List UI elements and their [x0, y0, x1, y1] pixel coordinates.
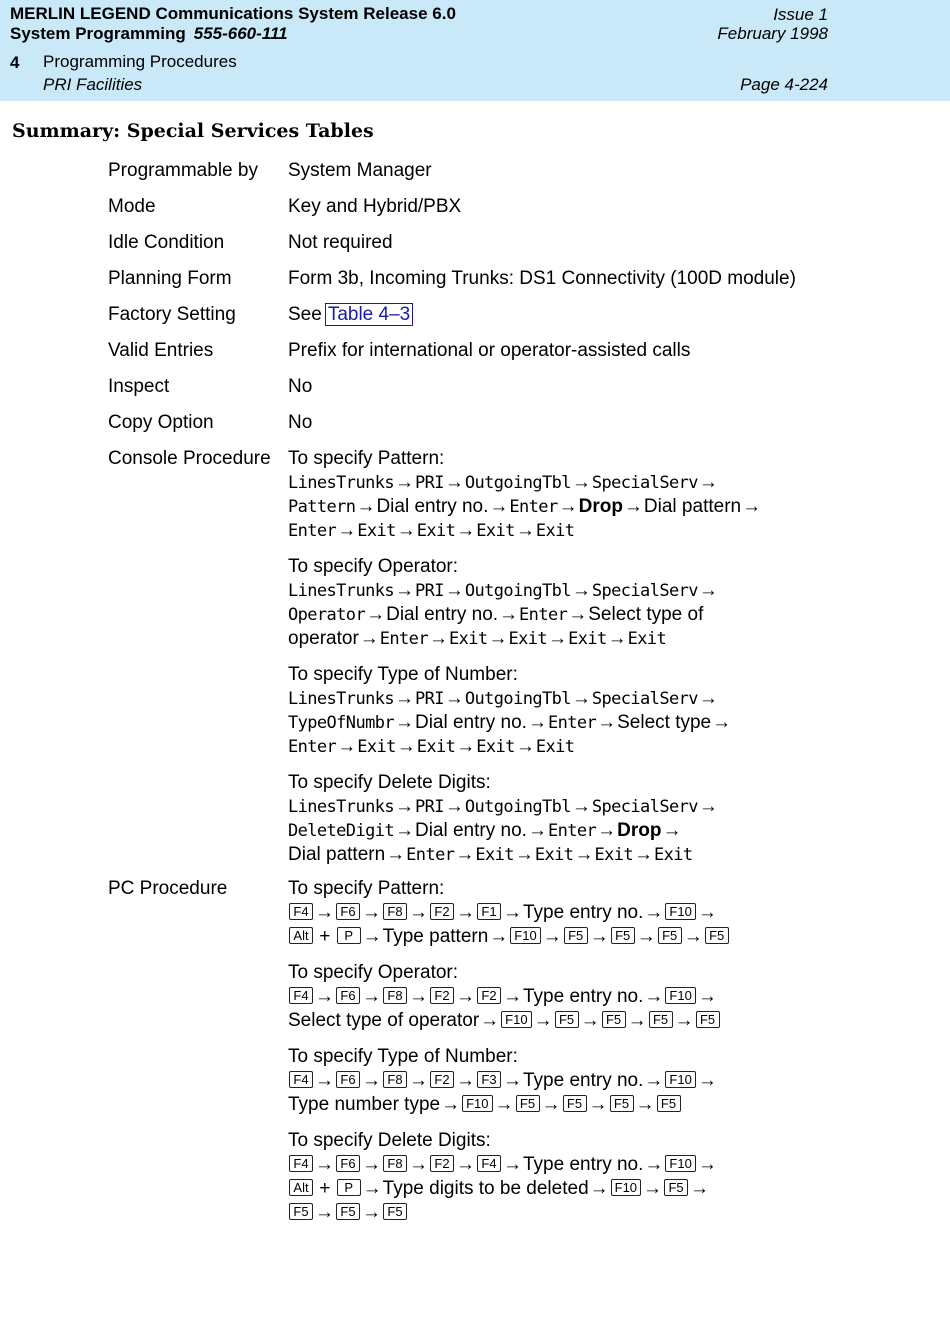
- key-f1: F1: [477, 903, 501, 920]
- arrow-right-icon: →: [394, 472, 414, 493]
- value-idle-condition: Not required: [288, 232, 393, 253]
- pc-delete-digits-block: [288, 1129, 718, 1225]
- arrow-right-icon: →: [455, 844, 475, 865]
- arrow-right-icon: →: [644, 1070, 664, 1091]
- key-f10: F10: [501, 1011, 531, 1028]
- menu-option-pri: PRI: [414, 797, 444, 817]
- console-operator-block: [288, 555, 719, 651]
- arrow-right-icon: →: [644, 1154, 664, 1175]
- procedure-text: Type entry no.: [523, 1070, 644, 1091]
- key-f5: F5: [664, 1179, 688, 1196]
- issue-date: February 1998: [717, 24, 828, 43]
- arrow-right-icon: →: [697, 1070, 717, 1091]
- arrow-right-icon: →: [456, 520, 476, 541]
- arrow-right-icon: →: [456, 1154, 475, 1175]
- book-title: [10, 24, 288, 44]
- menu-option-specialserv: SpecialServ: [591, 473, 698, 493]
- procedure-line: [288, 579, 719, 603]
- menu-option-typeofnumbr: TypeOfNumbr: [288, 713, 394, 733]
- label-valid-entries: Valid Entries: [108, 340, 214, 361]
- arrow-right-icon: →: [362, 926, 382, 947]
- menu-option-exit: Exit: [594, 845, 633, 865]
- menu-option-exit: Exit: [535, 521, 575, 541]
- procedure-text: Dial entry no.: [414, 712, 527, 733]
- menu-option-linestrunks: LinesTrunks: [288, 689, 394, 709]
- procedure-text: Select type of: [588, 604, 704, 625]
- procedure-heading: To specify Type of Number:: [288, 664, 518, 685]
- key-f6: F6: [336, 1071, 360, 1088]
- arrow-right-icon: →: [396, 736, 416, 757]
- arrow-right-icon: →: [541, 1094, 561, 1115]
- value-programmable-by: System Manager: [288, 160, 432, 181]
- menu-option-enter: Enter: [547, 713, 597, 733]
- arrow-right-icon: →: [456, 986, 475, 1007]
- key-f3: F3: [477, 1071, 501, 1088]
- menu-option-linestrunks: LinesTrunks: [288, 473, 394, 493]
- arrow-right-icon: →: [428, 628, 448, 649]
- procedure-heading: To specify Type of Number:: [288, 1046, 518, 1067]
- key-f2: F2: [477, 987, 501, 1004]
- arrow-right-icon: →: [697, 902, 717, 923]
- procedure-line: [288, 795, 719, 819]
- menu-option-drop: Drop: [617, 820, 662, 841]
- procedure-line: [288, 495, 762, 519]
- arrow-right-icon: →: [409, 1070, 428, 1091]
- arrow-right-icon: →: [489, 926, 509, 947]
- factory-setting-prefix: See: [288, 304, 322, 325]
- procedure-text: Type number type: [288, 1094, 441, 1115]
- key-f10: F10: [611, 1179, 641, 1196]
- menu-option-enter: Enter: [379, 629, 428, 649]
- arrow-right-icon: →: [571, 688, 591, 709]
- procedure-heading: To specify Pattern:: [288, 448, 445, 469]
- arrow-right-icon: →: [644, 902, 664, 923]
- menu-option-exit: Exit: [476, 521, 515, 541]
- label-factory-setting: Factory Setting: [108, 304, 236, 325]
- arrow-right-icon: →: [362, 1202, 381, 1223]
- menu-option-outgoingtbl: OutgoingTbl: [464, 581, 571, 601]
- key-f2: F2: [430, 1155, 454, 1172]
- console-type-of-number-block: [288, 663, 732, 759]
- key-f4: F4: [289, 1071, 313, 1088]
- key-f4: F4: [477, 1155, 501, 1172]
- arrow-right-icon: →: [503, 1154, 522, 1175]
- key-f6: F6: [336, 1155, 360, 1172]
- arrow-right-icon: →: [514, 844, 534, 865]
- arrow-right-icon: →: [394, 796, 414, 817]
- menu-option-enter: Enter: [406, 845, 455, 865]
- key-alt: Alt: [289, 1179, 313, 1196]
- procedure-heading: To specify Delete Digits:: [288, 1130, 491, 1151]
- label-inspect: Inspect: [108, 376, 170, 397]
- procedure-line: [288, 1093, 718, 1117]
- key-f5: F5: [336, 1203, 360, 1220]
- value-factory-setting: [288, 303, 413, 327]
- key-f5: F5: [649, 1011, 673, 1028]
- key-f10: F10: [462, 1095, 492, 1112]
- menu-option-linestrunks: LinesTrunks: [288, 797, 394, 817]
- menu-option-exit: Exit: [416, 737, 456, 757]
- arrow-right-icon: →: [634, 844, 653, 865]
- arrow-right-icon: →: [499, 604, 519, 625]
- procedure-line: [288, 627, 719, 651]
- key-f5: F5: [705, 927, 729, 944]
- arrow-right-icon: →: [571, 580, 591, 601]
- key-p: P: [337, 927, 361, 944]
- pc-operator-block: [288, 961, 721, 1033]
- arrow-right-icon: →: [515, 736, 535, 757]
- arrow-right-icon: →: [662, 820, 682, 841]
- menu-option-outgoingtbl: OutgoingTbl: [464, 689, 571, 709]
- menu-option-specialserv: SpecialServ: [591, 689, 698, 709]
- key-f5: F5: [563, 1095, 587, 1112]
- arrow-right-icon: →: [503, 1070, 522, 1091]
- menu-option-enter: Enter: [288, 521, 337, 541]
- arrow-right-icon: →: [533, 1010, 553, 1031]
- arrow-right-icon: →: [503, 986, 522, 1007]
- arrow-right-icon: →: [315, 1202, 334, 1223]
- arrow-right-icon: →: [444, 472, 464, 493]
- arrow-right-icon: →: [362, 902, 381, 923]
- key-f10: F10: [665, 987, 695, 1004]
- chapter-title: Programming Procedures: [43, 52, 237, 71]
- arrow-right-icon: →: [444, 688, 464, 709]
- arrow-right-icon: →: [394, 580, 414, 601]
- procedure-text: Type entry no.: [523, 1154, 644, 1175]
- table-4-3-link[interactable]: Table 4–3: [325, 303, 413, 326]
- procedure-line: [288, 687, 732, 711]
- key-f8: F8: [383, 1155, 407, 1172]
- arrow-right-icon: →: [742, 496, 762, 517]
- key-f10: F10: [665, 1155, 695, 1172]
- arrow-right-icon: →: [362, 1178, 382, 1199]
- arrow-right-icon: →: [409, 1154, 428, 1175]
- arrow-right-icon: →: [488, 628, 508, 649]
- procedure-heading: To specify Delete Digits:: [288, 772, 491, 793]
- arrow-right-icon: →: [636, 926, 656, 947]
- arrow-right-icon: →: [441, 1094, 461, 1115]
- key-f4: F4: [289, 1155, 313, 1172]
- chapter-number: 4: [10, 53, 20, 72]
- procedure-line: [288, 1177, 718, 1201]
- procedure-text: Type digits to be deleted: [382, 1178, 589, 1199]
- key-f4: F4: [289, 903, 313, 920]
- arrow-right-icon: →: [698, 580, 718, 601]
- issue-label: Issue 1: [773, 5, 828, 24]
- arrow-right-icon: →: [444, 796, 464, 817]
- arrow-right-icon: →: [571, 796, 591, 817]
- menu-option-exit: Exit: [568, 629, 607, 649]
- procedure-line: [288, 735, 732, 759]
- key-f2: F2: [430, 903, 454, 920]
- arrow-right-icon: →: [362, 1070, 381, 1091]
- menu-option-pri: PRI: [414, 689, 444, 709]
- pc-pattern-block: [288, 877, 730, 949]
- menu-option-enter: Enter: [509, 497, 558, 517]
- menu-option-specialserv: SpecialServ: [591, 581, 698, 601]
- procedure-text: Select type: [617, 712, 712, 733]
- menu-option-linestrunks: LinesTrunks: [288, 581, 394, 601]
- menu-option-exit: Exit: [534, 845, 574, 865]
- arrow-right-icon: →: [315, 1154, 334, 1175]
- key-f5: F5: [555, 1011, 579, 1028]
- arrow-right-icon: →: [396, 520, 416, 541]
- arrow-right-icon: →: [548, 628, 568, 649]
- arrow-right-icon: →: [386, 844, 406, 865]
- menu-option-exit: Exit: [476, 737, 515, 757]
- key-f5: F5: [696, 1011, 720, 1028]
- menu-option-operator: Operator: [288, 605, 366, 625]
- page-title: Summary: Special Services Tables: [12, 120, 374, 142]
- arrow-right-icon: →: [697, 986, 717, 1007]
- doc-number: 555-660-111: [193, 24, 288, 43]
- key-f6: F6: [336, 903, 360, 920]
- value-copy-option: No: [288, 412, 313, 433]
- key-p: P: [337, 1179, 361, 1196]
- arrow-right-icon: →: [623, 496, 643, 517]
- menu-option-exit: Exit: [535, 737, 575, 757]
- procedure-heading: To specify Pattern:: [288, 878, 445, 899]
- procedure-text: Dial entry no.: [414, 820, 527, 841]
- arrow-right-icon: →: [394, 820, 414, 841]
- key-f5: F5: [602, 1011, 626, 1028]
- arrow-right-icon: →: [690, 1178, 710, 1199]
- menu-option-deletedigit: DeleteDigit: [288, 821, 394, 841]
- arrow-right-icon: →: [580, 1010, 600, 1031]
- key-f10: F10: [665, 903, 695, 920]
- key-f5: F5: [611, 927, 635, 944]
- arrow-right-icon: →: [574, 844, 594, 865]
- menu-option-exit: Exit: [508, 629, 548, 649]
- console-pattern-block: [288, 447, 762, 543]
- menu-option-exit: Exit: [627, 629, 667, 649]
- arrow-right-icon: →: [503, 902, 522, 923]
- arrow-right-icon: →: [515, 520, 535, 541]
- label-idle-condition: Idle Condition: [108, 232, 225, 253]
- arrow-right-icon: →: [674, 1010, 694, 1031]
- arrow-right-icon: →: [362, 1154, 381, 1175]
- menu-option-exit: Exit: [357, 521, 396, 541]
- procedure-text: Type entry no.: [523, 902, 644, 923]
- arrow-right-icon: →: [644, 986, 664, 1007]
- procedure-text: Select type of operator: [288, 1010, 480, 1031]
- arrow-right-icon: →: [589, 926, 609, 947]
- procedure-line: [288, 519, 762, 543]
- arrow-right-icon: →: [597, 820, 617, 841]
- arrow-right-icon: →: [698, 472, 718, 493]
- key-f4: F4: [289, 987, 313, 1004]
- procedure-line: [288, 819, 719, 843]
- procedure-line: [288, 901, 730, 925]
- arrow-right-icon: →: [558, 496, 578, 517]
- procedure-text: Dial pattern: [288, 844, 386, 865]
- arrow-right-icon: →: [444, 580, 464, 601]
- arrow-right-icon: →: [643, 1178, 663, 1199]
- arrow-right-icon: →: [356, 496, 376, 517]
- procedure-line: [288, 985, 721, 1009]
- arrow-right-icon: →: [635, 1094, 655, 1115]
- menu-option-exit: Exit: [357, 737, 396, 757]
- arrow-right-icon: →: [494, 1094, 514, 1115]
- procedure-heading: To specify Operator:: [288, 556, 459, 577]
- menu-option-outgoingtbl: OutgoingTbl: [464, 473, 571, 493]
- procedure-line: [288, 711, 732, 735]
- arrow-right-icon: →: [627, 1010, 647, 1031]
- arrow-right-icon: →: [366, 604, 386, 625]
- key-f5: F5: [516, 1095, 540, 1112]
- arrow-right-icon: →: [489, 496, 509, 517]
- arrow-right-icon: →: [480, 1010, 500, 1031]
- menu-option-pri: PRI: [414, 473, 444, 493]
- label-copy-option: Copy Option: [108, 412, 214, 433]
- arrow-right-icon: →: [698, 688, 718, 709]
- arrow-right-icon: →: [394, 712, 414, 733]
- page-header: [0, 0, 950, 101]
- key-f8: F8: [383, 987, 407, 1004]
- menu-option-specialserv: SpecialServ: [591, 797, 698, 817]
- arrow-right-icon: →: [456, 736, 476, 757]
- procedure-line: [288, 843, 719, 867]
- key-f5: F5: [564, 927, 588, 944]
- key-f5: F5: [657, 1095, 681, 1112]
- procedure-line: [288, 1009, 721, 1033]
- value-inspect: No: [288, 376, 313, 397]
- pc-type-of-number-block: [288, 1045, 718, 1117]
- label-console-procedure: Console Procedure: [108, 448, 271, 469]
- menu-option-drop: Drop: [578, 496, 623, 517]
- menu-option-exit: Exit: [475, 845, 514, 865]
- arrow-right-icon: →: [698, 796, 718, 817]
- arrow-right-icon: →: [456, 1070, 475, 1091]
- arrow-right-icon: →: [712, 712, 732, 733]
- menu-option-enter: Enter: [288, 737, 337, 757]
- procedure-line: [288, 1069, 718, 1093]
- procedure-line: [288, 925, 730, 949]
- label-programmable-by: Programmable by: [108, 160, 258, 181]
- arrow-right-icon: →: [542, 926, 562, 947]
- label-mode: Mode: [108, 196, 156, 217]
- arrow-right-icon: →: [589, 1178, 609, 1199]
- arrow-right-icon: →: [607, 628, 627, 649]
- arrow-right-icon: →: [527, 712, 547, 733]
- key-f2: F2: [430, 1071, 454, 1088]
- arrow-right-icon: →: [359, 628, 379, 649]
- arrow-right-icon: →: [337, 736, 357, 757]
- arrow-right-icon: →: [409, 902, 428, 923]
- label-pc-procedure: PC Procedure: [108, 878, 228, 899]
- arrow-right-icon: →: [409, 986, 428, 1007]
- menu-option-outgoingtbl: OutgoingTbl: [464, 797, 571, 817]
- arrow-right-icon: →: [597, 712, 617, 733]
- arrow-right-icon: →: [683, 926, 703, 947]
- procedure-line: [288, 471, 762, 495]
- key-f2: F2: [430, 987, 454, 1004]
- console-delete-digits-block: [288, 771, 719, 867]
- menu-option-pattern: Pattern: [288, 497, 356, 517]
- procedure-text: +: [314, 1178, 336, 1199]
- arrow-right-icon: →: [456, 902, 475, 923]
- procedure-text: Type pattern: [382, 926, 489, 947]
- key-f6: F6: [336, 987, 360, 1004]
- key-f10: F10: [665, 1071, 695, 1088]
- arrow-right-icon: →: [362, 986, 381, 1007]
- arrow-right-icon: →: [315, 1070, 334, 1091]
- key-f8: F8: [383, 1071, 407, 1088]
- procedure-text: Dial entry no.: [376, 496, 489, 517]
- key-f5: F5: [610, 1095, 634, 1112]
- menu-option-pri: PRI: [414, 581, 444, 601]
- key-f8: F8: [383, 903, 407, 920]
- procedure-line: [288, 1201, 718, 1225]
- arrow-right-icon: →: [568, 604, 588, 625]
- procedure-line: [288, 1153, 718, 1177]
- menu-option-enter: Enter: [519, 605, 568, 625]
- value-valid-entries: Prefix for international or operator-assisted calls: [288, 340, 691, 361]
- key-f5: F5: [658, 927, 682, 944]
- menu-option-exit: Exit: [654, 845, 693, 865]
- arrow-right-icon: →: [394, 688, 414, 709]
- product-title: MERLIN LEGEND Communications System Release 6.0: [10, 4, 456, 23]
- section-title: PRI Facilities: [43, 75, 143, 94]
- arrow-right-icon: →: [337, 520, 357, 541]
- arrow-right-icon: →: [315, 986, 334, 1007]
- menu-option-exit: Exit: [448, 629, 488, 649]
- menu-option-enter: Enter: [547, 821, 597, 841]
- arrow-right-icon: →: [527, 820, 547, 841]
- procedure-text: Dial pattern: [643, 496, 742, 517]
- key-f5: F5: [383, 1203, 407, 1220]
- arrow-right-icon: →: [697, 1154, 717, 1175]
- procedure-heading: To specify Operator:: [288, 962, 459, 983]
- procedure-text: operator: [288, 628, 359, 649]
- key-alt: Alt: [289, 927, 313, 944]
- key-f5: F5: [289, 1203, 313, 1220]
- page-number: Page 4-224: [740, 75, 828, 94]
- procedure-text: +: [314, 926, 336, 947]
- book-name: System Programming: [10, 24, 186, 43]
- value-planning-form: Form 3b, Incoming Trunks: DS1 Connectivity (100D module): [288, 268, 796, 289]
- procedure-text: Type entry no.: [523, 986, 644, 1007]
- arrow-right-icon: →: [315, 902, 334, 923]
- arrow-right-icon: →: [588, 1094, 608, 1115]
- procedure-line: [288, 603, 719, 627]
- procedure-text: Dial entry no.: [386, 604, 499, 625]
- label-planning-form: Planning Form: [108, 268, 232, 289]
- menu-option-exit: Exit: [416, 521, 456, 541]
- key-f10: F10: [510, 927, 540, 944]
- value-mode: Key and Hybrid/PBX: [288, 196, 462, 217]
- arrow-right-icon: →: [571, 472, 591, 493]
